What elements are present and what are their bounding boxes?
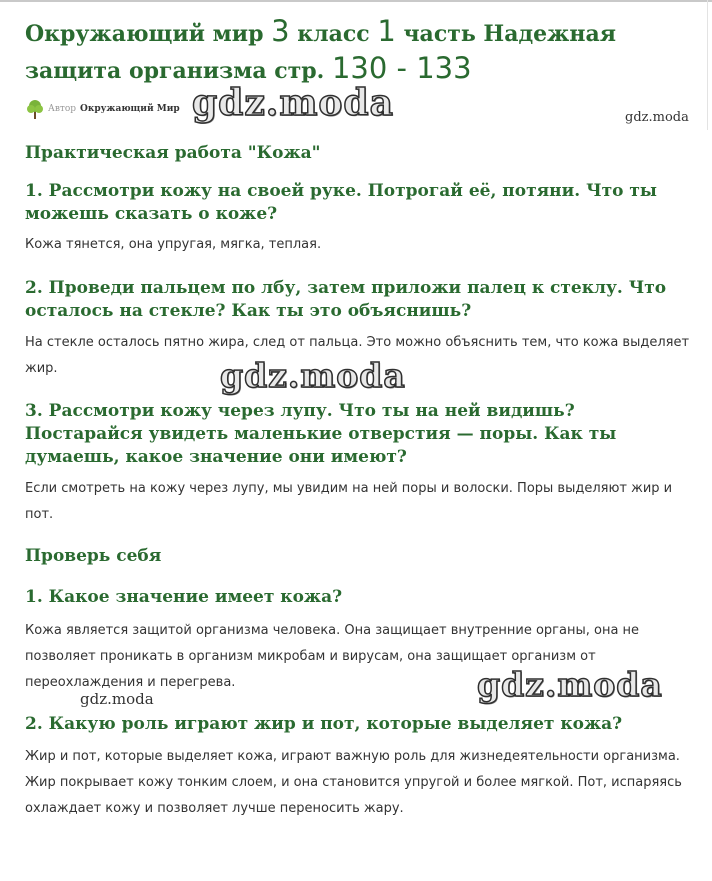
right-divider [707, 0, 708, 130]
watermark-small: gdz.moda [625, 110, 689, 125]
author-label: Автор [48, 104, 77, 114]
top-divider [0, 0, 712, 2]
answer-text: Жир и пот, которые выделяет кожа, играют важную роль для жизнедеятельности организма. Жир покрывает кожу тонким слоем, и она становится упругой и более мягкой. Пот, испаряясь охлаждает кожу и позволяет лучше переносить жару. [25, 749, 682, 816]
question-heading: 3. Рассмотри кожу через лупу. Что ты на ней видишь? Постарайся увидеть маленькие отверстия — поры. Как ты думаешь, какое значение они имеют? [25, 401, 617, 467]
watermark: gdz.moda [220, 356, 406, 395]
answer-text: Если смотреть на кожу через лупу, мы увидим на ней поры и волоски. Поры выделяют жир и пот. [25, 481, 673, 522]
question-heading: 2. Какую роль играют жир и пот, которые выделяет кожа? [25, 714, 623, 734]
section-heading-check: Проверь себя [25, 546, 162, 566]
cut-off-heading [25, 840, 365, 848]
author-name[interactable]: Окружающий Мир [80, 104, 180, 114]
question-heading: 2. Проведи пальцем по лбу, затем приложи палец к стеклу. Что осталось на стекле? Как ты это объяснишь? [25, 278, 667, 321]
watermark: gdz.moda [477, 665, 663, 704]
question-heading: 1. Какое значение имеет кожа? [25, 587, 343, 607]
section-heading-practical: Практическая работа "Кожа" [25, 143, 321, 163]
page-title: Окружающий мир 3 класс 1 часть Надежная защита организма стр. 130 - 133 [25, 14, 616, 85]
watermark: gdz.moda [192, 82, 394, 124]
question-heading: 1. Рассмотри кожу на своей руке. Потрогай её, потяни. Что ты можешь сказать о коже? [25, 181, 657, 224]
answer-text: Кожа является защитой организма человека. Она защищает внутренние органы, она не позволяет проникать в организм микробам и вирусам, она защищает организм от переохлаждения и перегрева. [25, 623, 640, 690]
answer-text: На стекле осталось пятно жира, след от пальца. Это можно объяснить тем, что кожа выделяет жир. [25, 335, 690, 376]
watermark-small: gdz.moda [80, 690, 154, 708]
tree-icon [24, 98, 46, 120]
answer-text: Кожа тянется, она упругая, мягка, теплая. [25, 237, 322, 252]
